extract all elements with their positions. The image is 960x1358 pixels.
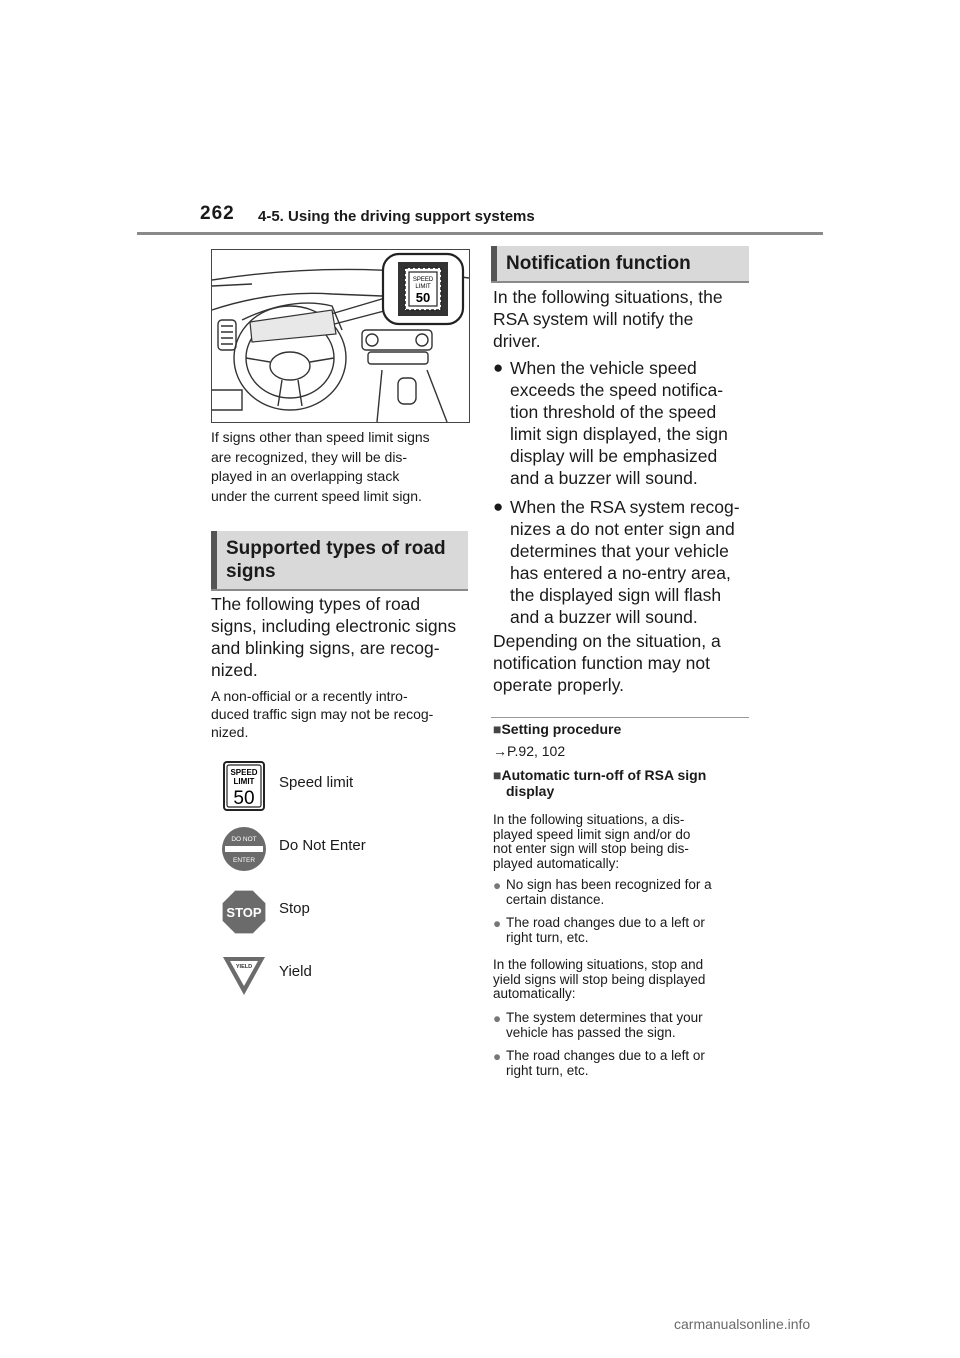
notification-intro: [493, 286, 755, 352]
text-line: notification function may not: [493, 653, 710, 673]
bullet-item: [493, 357, 755, 488]
list-item: [493, 878, 755, 908]
sign-row-stop: [221, 886, 471, 938]
heading-line: signs: [226, 561, 276, 582]
text-line: the displayed sign will flash: [510, 585, 722, 605]
text-line: When the RSA system recog-: [510, 497, 740, 517]
sign-row-yield: [221, 949, 471, 1001]
text-line: In the following situations, a dis-: [493, 812, 685, 827]
sign-text: DO NOT: [231, 836, 257, 843]
sign-text: ENTER: [232, 857, 256, 864]
watermark: carmanualsonline.info: [674, 1316, 811, 1332]
text-line: has entered a no-entry area,: [510, 563, 731, 583]
text-line: duced traffic sign may not be recog-: [211, 706, 434, 722]
arrow-right-icon: →: [493, 743, 507, 759]
list-item: [493, 916, 755, 946]
auto-off-intro-2: [493, 958, 755, 1002]
do-not-enter-sign-icon: [221, 823, 267, 875]
caption-line: are recognized, they will be dis-: [211, 448, 408, 465]
inset-sign-value: 50: [415, 290, 431, 305]
text-line: RSA system will notify the: [493, 309, 694, 329]
text-line: In the following situations, the: [493, 287, 723, 307]
text-line: The following types of road: [211, 594, 421, 614]
subheading-text: display: [506, 783, 555, 799]
section-heading-notification-function: [491, 246, 749, 281]
caption-line: played in an overlapping stack: [211, 468, 400, 484]
text-line: signs, including electronic signs: [211, 616, 457, 636]
illustration-caption: [211, 428, 473, 506]
running-title: 4-5. Using the driving support systems: [258, 208, 535, 225]
list-item: [493, 1049, 755, 1079]
sign-text: STOP: [226, 905, 262, 920]
text-line: When the vehicle speed: [510, 358, 697, 378]
inset-sign-mid: LIMIT: [415, 284, 431, 290]
text-line: and blinking signs, are recog-: [211, 638, 440, 658]
text-line: nized.: [211, 724, 249, 740]
dashboard-illustration: [211, 249, 470, 423]
text-line: limit sign displayed, the sign: [510, 424, 728, 444]
text-line: tion threshold of the speed: [510, 402, 717, 422]
text-line: certain distance.: [506, 891, 605, 907]
text-line: display will be emphasized: [510, 446, 718, 466]
supported-intro: [211, 593, 473, 681]
text-line: exceeds the speed notifica-: [510, 380, 724, 400]
circle-bullet-icon: ●: [493, 1011, 502, 1026]
speed-limit-sign-icon: [221, 760, 267, 812]
text-line: automatically:: [493, 986, 576, 1001]
text-line: yield signs will stop being displayed: [493, 971, 706, 987]
section-divider: [491, 717, 749, 718]
text-line: The road changes due to a left or: [506, 915, 705, 930]
text-line: No sign has been recognized for a: [506, 877, 712, 892]
heading-line: Supported types of road: [226, 538, 446, 559]
sign-label: Stop: [279, 900, 310, 917]
auto-off-intro: [493, 813, 755, 871]
subheading-text: Automatic turn-off of RSA sign: [501, 767, 707, 783]
text-line: nized.: [211, 660, 258, 680]
square-bullet-icon: ■: [493, 721, 502, 737]
text-line: Depending on the situation, a: [493, 631, 721, 651]
sign-row-do-not-enter: [221, 823, 471, 875]
text-line: not enter sign will stop being dis-: [493, 841, 689, 856]
text-line: A non-official or a recently intro-: [211, 688, 408, 704]
text-line: In the following situations, stop and: [493, 957, 704, 972]
dashboard-drawing: [212, 250, 469, 422]
text-line: right turn, etc.: [506, 1062, 589, 1078]
text-line: driver.: [493, 331, 541, 351]
circle-bullet-icon: ●: [493, 1049, 502, 1064]
yield-sign-icon: [221, 949, 267, 1001]
bullet-item: [493, 496, 755, 627]
text-line: operate properly.: [493, 675, 625, 695]
sign-text: 50: [233, 788, 255, 809]
section-heading-supported-signs: [211, 531, 468, 589]
text-line: played speed limit sign and/or do: [493, 826, 691, 842]
square-bullet-icon: ■: [493, 767, 502, 783]
sign-text: LIMIT: [233, 777, 255, 786]
text-line: and a buzzer will sound.: [510, 468, 698, 488]
list-item: [493, 1011, 755, 1041]
bullet-dot-icon: ●: [493, 497, 504, 516]
inset-sign-top: SPEED: [412, 277, 434, 283]
text-line: The system determines that your: [506, 1010, 703, 1025]
supported-note: [211, 687, 473, 741]
reference-text: P.92, 102: [507, 743, 566, 759]
sign-label: Do Not Enter: [279, 837, 366, 854]
text-line: The road changes due to a left or: [506, 1048, 705, 1063]
sign-label: Yield: [279, 963, 312, 980]
sign-row-speed-limit: [221, 760, 471, 812]
text-line: played automatically:: [493, 855, 620, 871]
stop-sign-icon: [221, 886, 267, 938]
heading-line: Notification function: [506, 253, 691, 274]
subheading-text: Setting procedure: [501, 721, 622, 737]
text-line: and a buzzer will sound.: [510, 607, 698, 627]
text-line: nizes a do not enter sign and: [510, 519, 735, 539]
notification-note: [493, 630, 755, 696]
sign-text: YIELD: [235, 964, 253, 970]
header-rule: [137, 232, 823, 235]
sign-label: Speed limit: [279, 774, 354, 791]
page-number: 262: [200, 203, 235, 224]
sign-text: SPEED: [230, 768, 258, 777]
subheading-setting-procedure: [493, 721, 755, 737]
caption-line: If signs other than speed limit signs: [211, 429, 430, 445]
text-line: determines that your vehicle: [510, 541, 729, 561]
subheading-automatic-turn-off: [493, 767, 755, 799]
bullet-dot-icon: ●: [493, 358, 504, 377]
text-line: vehicle has passed the sign.: [506, 1024, 676, 1040]
circle-bullet-icon: ●: [493, 916, 502, 931]
caption-line: under the current speed limit sign.: [211, 487, 422, 504]
text-line: right turn, etc.: [506, 929, 589, 945]
circle-bullet-icon: ●: [493, 878, 502, 893]
page-reference[interactable]: [493, 743, 565, 759]
